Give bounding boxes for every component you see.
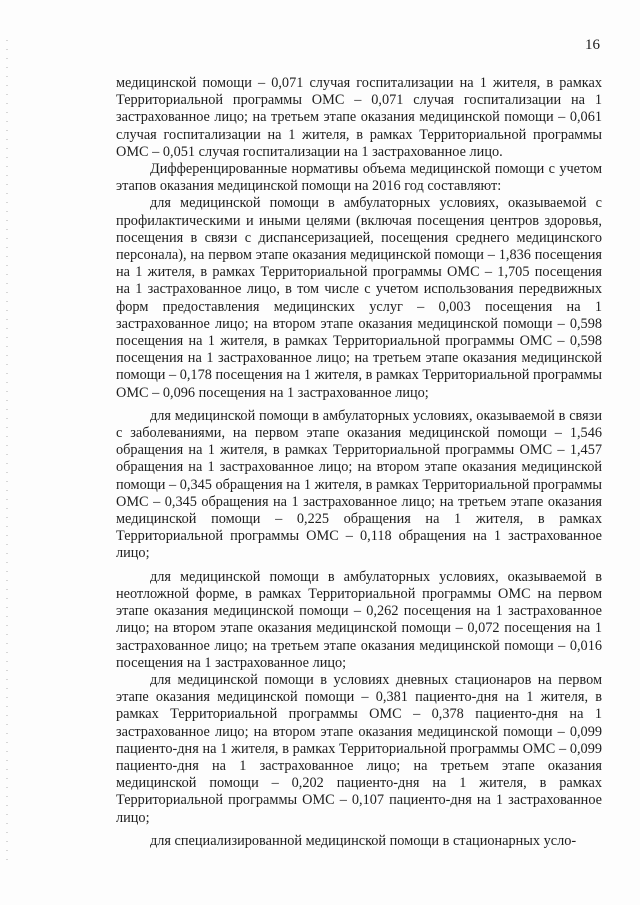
- page-number: 16: [585, 37, 600, 53]
- paragraph-ambulatory-disease: для медицинской помощи в амбулаторных условиях, оказываемой в связи с заболеваниями, на первом этапе оказания медицинской помощи – 1,546 обращения на 1 жителя, в рамках Территориальной программы ОМС – 1,457 обращения на 1 застрахованное лицо; на втором этапе оказания медицинской помощи – 0,345 обращения на 1 жителя, в рамках Территориальной программы ОМС – 0,345 обращения на 1 застрахованное лицо; на третьем этапе оказания медицинской помощи – 0,225 обращения на 1 жителя, в рамках Территориальной программы ОМС – 0,118 обращения на 1 застрахованное лицо;: [116, 407, 602, 562]
- paragraph-ambulatory-preventive: для медицинской помощи в амбулаторных условиях, оказываемой с профилактическими и иными целями (включая посещения центров здоровья, посещения в связи с диспансеризацией, посещения среднего медицинского персонала), на первом этапе оказания медицинской помощи – 1,836 посещения на 1 жителя, в рамках Территориальной программы ОМС – 1,705 посещения на 1 застрахованное лицо, в том числе с учетом использования передвижных форм предоставления медицинских услуг – 0,003 посещения на 1 застрахованное лицо; на втором этапе оказания медицинской помощи – 0,598 посещения на 1 жителя, в рамках Территориальной программы ОМС – 0,598 посещения на 1 застрахованное лицо; на третьем этапе оказания медицинской помощи – 0,178 посещения на 1 жителя, в рамках Территориальной программы ОМС – 0,096 посещения на 1 застрахованное лицо;: [116, 195, 602, 401]
- paragraph-continuation: медицинской помощи – 0,071 случая госпитализации на 1 жителя, в рамках Территориальной программы ОМС – 0,071 случая госпитализации на 1 застрахованное лицо; на третьем этапе оказания медицинской помощи – 0,061 случая госпитализации на 1 жителя, в рамках Территориальной программы ОМС – 0,051 случая госпитализации на 1 застрахованное лицо.: [116, 75, 602, 160]
- paragraph-ambulatory-urgent: для медицинской помощи в амбулаторных условиях, оказываемой в неотложной форме, в рамках Территориальной программы ОМС на первом этапе оказания медицинской помощи – 0,262 посещения на 1 застрахованное лицо; на втором этапе оказания медицинской помощи – 0,072 посещения на 1 застрахованное лицо; на третьем этапе оказания медицинской помощи – 0,016 посещения на 1 застрахованное лицо;: [116, 568, 602, 671]
- body-text: [116, 75, 602, 850]
- scan-margin-marks: [6, 40, 8, 860]
- paragraph-specialized: для специализированной медицинской помощи в стационарных усло-: [150, 832, 577, 849]
- paragraph-intro: Дифференцированные нормативы объема медицинской помощи с учетом этапов оказания медицинской помощи на 2016 год составляют:: [116, 161, 602, 195]
- paragraph-day-hospital: для медицинской помощи в условиях дневных стационаров на первом этапе оказания медицинской помощи – 0,381 пациенто-дня на 1 жителя, в рамках Территориальной программы ОМС – 0,378 пациенто-дня на 1 застрахованное лицо; на втором этапе оказания медицинской помощи – 0,099 пациенто-дня на 1 жителя, в рамках Территориальной программы ОМС – 0,099 пациенто-дня на 1 застрахованное лицо; на третьем этапе оказания медицинской помощи – 0,202 пациенто-дня на 1 жителя, в рамках Территориальной программы ОМС – 0,107 пациенто-дня на 1 застрахованное лицо;: [116, 671, 602, 826]
